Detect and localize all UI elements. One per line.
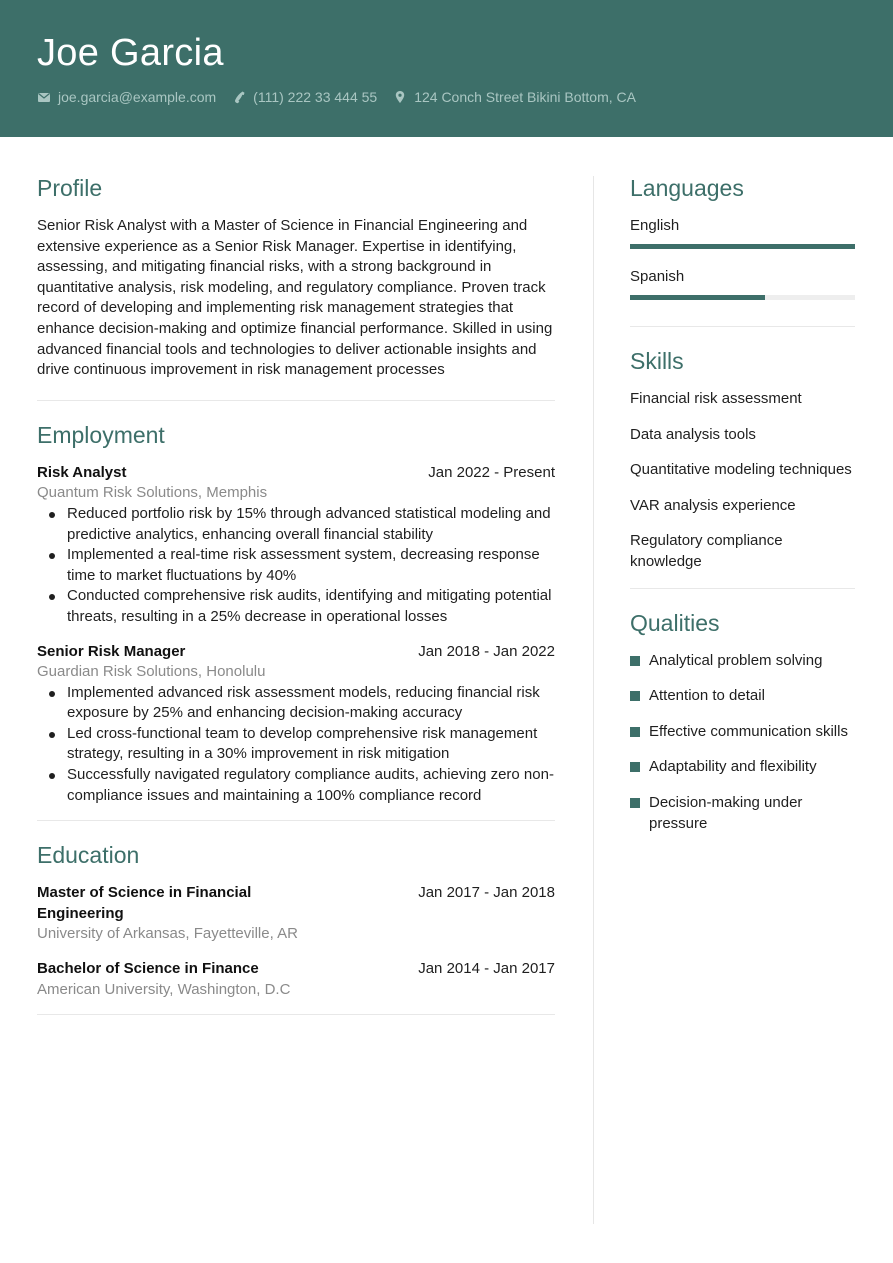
bullet-item xyxy=(37,586,555,627)
contact-phone xyxy=(232,89,377,105)
envelope-icon xyxy=(37,90,51,104)
bullet-item xyxy=(37,504,555,545)
sidebar-column xyxy=(630,174,855,849)
degree-title: Bachelor of Science in Finance xyxy=(37,960,259,978)
languages-section xyxy=(630,174,855,327)
phone-text[interactable]: (111) 222 33 444 55 xyxy=(253,89,378,105)
bullet-text: Implemented advanced risk assessment models, reducing financial risk exposure by 25% and enhancing decision-making accuracy xyxy=(67,683,540,722)
bullet-item xyxy=(37,724,555,765)
bullet-item xyxy=(37,545,555,586)
section-divider xyxy=(37,820,555,821)
section-title: Employment xyxy=(37,421,165,448)
section-divider xyxy=(630,588,855,589)
map-pin-icon xyxy=(393,90,407,104)
language-level-bar xyxy=(630,295,855,300)
school-name: American University, Washington, D.C xyxy=(37,980,291,998)
contact-address xyxy=(393,89,636,105)
employment-section xyxy=(37,421,555,822)
bullet-dot xyxy=(49,512,55,518)
job-bullets xyxy=(37,504,555,628)
school-name: University of Arkansas, Fayetteville, AR xyxy=(37,925,298,943)
education-entry xyxy=(37,959,555,1000)
education-dates: Jan 2017 - Jan 2018 xyxy=(418,884,555,902)
phone-icon xyxy=(232,90,246,104)
profile-section xyxy=(37,174,555,401)
bullet-text: Implemented a real-time risk assessment system, decreasing response time to market fluctuations by 40% xyxy=(67,546,540,584)
bullet-text: Reduced portfolio risk by 15% through advanced statistical modeling and predictive analytics, enhancing overall financial stability xyxy=(67,504,551,543)
job-entry xyxy=(37,463,555,628)
section-divider xyxy=(630,326,855,327)
quality-item xyxy=(630,757,855,778)
job-bullets xyxy=(37,683,555,807)
section-divider xyxy=(37,1014,555,1015)
address-text: 124 Conch Street Bikini Bottom, CA xyxy=(414,89,636,105)
section-divider xyxy=(37,400,555,401)
resume-header xyxy=(0,0,893,137)
quality-item xyxy=(630,651,855,672)
square-bullet-icon xyxy=(630,798,640,808)
language-item xyxy=(630,267,855,300)
skill-item: Quantitative modeling techniques xyxy=(630,461,852,479)
bullet-dot xyxy=(49,732,55,738)
job-company: Guardian Risk Solutions, Honolulu xyxy=(37,663,266,681)
quality-item xyxy=(630,793,855,834)
language-level-fill xyxy=(630,244,855,249)
quality-item xyxy=(630,722,855,743)
bullet-dot xyxy=(49,773,55,779)
skill-item: Financial risk assessment xyxy=(630,390,802,407)
degree-title: Master of Science in Financial Engineering xyxy=(37,884,252,922)
language-name: English xyxy=(630,217,680,234)
column-divider xyxy=(593,176,594,1224)
quality-text: Adaptability and flexibility xyxy=(649,758,817,776)
language-name: Spanish xyxy=(630,268,685,285)
section-title: Qualities xyxy=(630,609,720,636)
bullet-item xyxy=(37,765,555,806)
square-bullet-icon xyxy=(630,656,640,666)
square-bullet-icon xyxy=(630,727,640,737)
skills-section xyxy=(630,347,855,589)
contact-row xyxy=(37,89,652,105)
job-dates: Jan 2018 - Jan 2022 xyxy=(418,642,555,660)
section-title: Languages xyxy=(630,175,744,201)
education-dates: Jan 2014 - Jan 2017 xyxy=(418,960,555,978)
bullet-item xyxy=(37,683,555,724)
main-column xyxy=(37,174,555,1015)
bullet-text: Led cross-functional team to develop comprehensive risk management strategy, resulting in a 30% improvement in risk mitigation xyxy=(67,724,538,763)
quality-text: Analytical problem solving xyxy=(649,651,823,669)
email-text[interactable]: joe.garcia@example.com xyxy=(58,89,217,105)
profile-text: Senior Risk Analyst with a Master of Science in Financial Engineering and extensive experience as a Senior Risk Manager. Expertise in identifying, assessing, and mitigating financial risks, with a strong background in quantitative analysis, risk modeling, and regulatory compliance. Proven track record of developing and implementing risk management strategies that enhance decision-making and optimize financial performance. Skilled in using advanced financial tools and technologies to deliver actionable insights and drive continuous improvement in risk management processes xyxy=(37,217,553,379)
job-dates: Jan 2022 - Present xyxy=(428,463,555,481)
square-bullet-icon xyxy=(630,691,640,701)
quality-item xyxy=(630,686,855,707)
contact-email xyxy=(37,89,216,105)
quality-text: Decision-making under pressure xyxy=(649,793,803,832)
square-bullet-icon xyxy=(630,762,640,772)
job-entry xyxy=(37,642,555,807)
language-level-bar xyxy=(630,244,855,249)
section-title: Profile xyxy=(37,175,103,201)
bullet-dot xyxy=(49,594,55,600)
skill-item: VAR analysis experience xyxy=(630,496,796,514)
education-section xyxy=(37,841,555,1015)
quality-text: Attention to detail xyxy=(649,687,765,705)
bullet-dot xyxy=(49,553,55,559)
job-company: Quantum Risk Solutions, Memphis xyxy=(37,484,268,502)
section-title: Skills xyxy=(630,348,684,374)
bullet-text: Conducted comprehensive risk audits, identifying and mitigating potential threats, resulting in a 25% decrease in operational losses xyxy=(67,587,552,625)
language-item xyxy=(630,216,855,249)
skill-item: Data analysis tools xyxy=(630,425,756,443)
job-title: Risk Analyst xyxy=(37,463,127,481)
education-entry xyxy=(37,883,555,945)
quality-text: Effective communication skills xyxy=(649,722,848,740)
candidate-name: Joe Garcia xyxy=(37,32,224,74)
bullet-dot xyxy=(49,691,55,697)
bullet-text: Successfully navigated regulatory compliance audits, achieving zero non-compliance issues and maintaining a 100% compliance record xyxy=(67,766,554,804)
section-title: Education xyxy=(37,842,140,869)
skill-item: Regulatory compliance knowledge xyxy=(630,532,783,570)
qualities-section xyxy=(630,609,855,835)
language-level-fill xyxy=(630,295,765,300)
job-title: Senior Risk Manager xyxy=(37,642,186,660)
